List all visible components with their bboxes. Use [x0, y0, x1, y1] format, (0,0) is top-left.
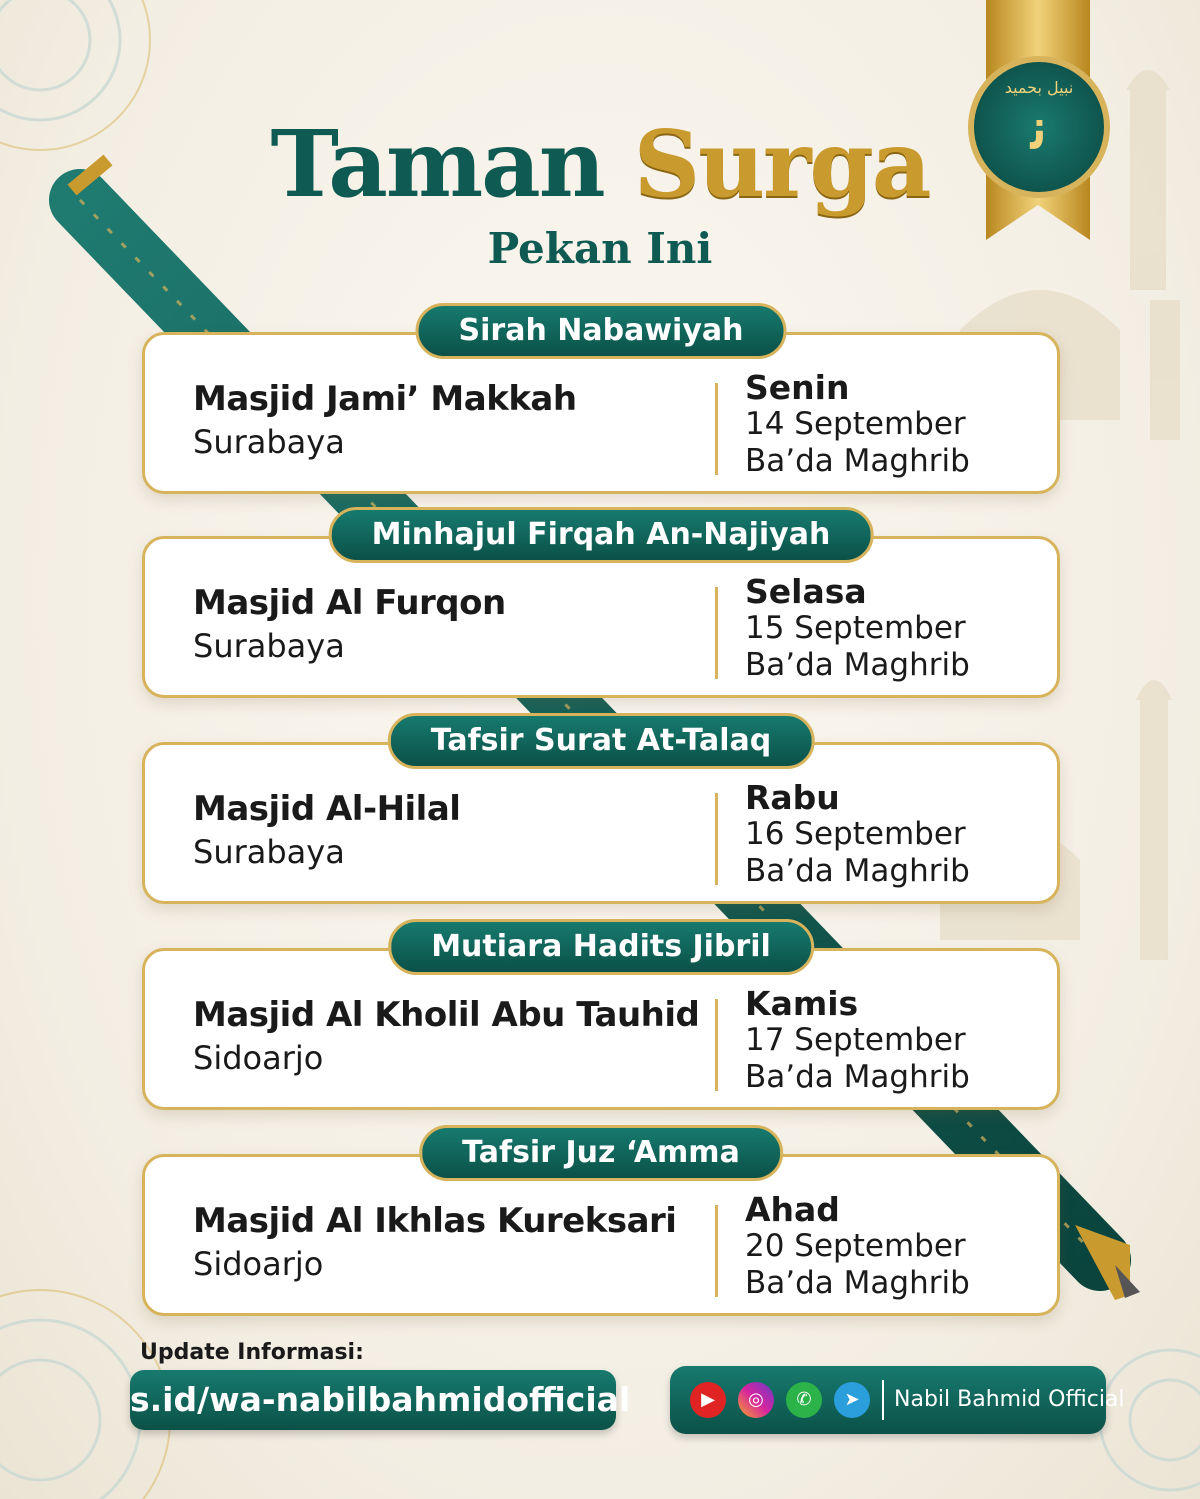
nb-monogram-icon: ﻧ — [1031, 96, 1047, 162]
social-divider — [882, 1380, 884, 1420]
page-subtitle: Pekan Ini — [487, 224, 713, 273]
topic-pill: Tafsir Surat At-Talaq — [388, 713, 815, 769]
update-info-label: Update Informasi: — [140, 1340, 364, 1365]
time-label: Ba’da Maghrib — [745, 647, 970, 683]
logo-arabic-text: نبيل بحميد — [1004, 78, 1074, 97]
schedule-card-2 — [142, 517, 1060, 698]
schedule-card-1 — [142, 313, 1060, 494]
date-label: 20 September — [745, 1228, 966, 1264]
venue-city: Surabaya — [193, 627, 345, 665]
time-label: Ba’da Maghrib — [745, 443, 970, 479]
venue-name: Masjid Al Kholil Abu Tauhid — [193, 995, 700, 1035]
schedule-card-3 — [142, 723, 1060, 904]
topic-pill: Mutiara Hadits Jibril — [388, 919, 814, 975]
date-label: 17 September — [745, 1022, 966, 1058]
social-media-bar — [670, 1366, 1125, 1434]
date-label: 14 September — [745, 406, 966, 442]
day-label: Kamis — [745, 984, 859, 1023]
page-title — [0, 110, 1200, 218]
day-label: Rabu — [745, 778, 840, 817]
venue-name: Masjid Al Furqon — [193, 583, 506, 623]
card-divider — [715, 383, 718, 475]
date-label: 16 September — [745, 816, 966, 852]
venue-city: Sidoarjo — [193, 1245, 324, 1283]
card-divider — [715, 587, 718, 679]
whatsapp-icon[interactable]: ✆ — [786, 1382, 822, 1418]
schedule-time — [745, 1191, 970, 1302]
schedule-time — [745, 779, 970, 890]
time-label: Ba’da Maghrib — [745, 1059, 970, 1095]
date-label: 15 September — [745, 610, 966, 646]
venue-city: Surabaya — [193, 423, 345, 461]
schedule-time — [745, 985, 970, 1096]
time-label: Ba’da Maghrib — [745, 1265, 970, 1301]
card-divider — [715, 793, 718, 885]
instagram-icon[interactable]: ◎ — [738, 1382, 774, 1418]
whatsapp-link[interactable]: s.id/wa-nabilbahmidofficial — [130, 1370, 616, 1430]
schedule-time — [745, 369, 970, 480]
telegram-icon[interactable]: ➤ — [834, 1382, 870, 1418]
venue-name: Masjid Al-Hilal — [193, 789, 461, 829]
social-account-name: Nabil Bahmid Official — [894, 1387, 1125, 1412]
day-label: Selasa — [745, 572, 867, 611]
topic-pill: Sirah Nabawiyah — [416, 303, 787, 359]
topic-pill: Tafsir Juz ‘Amma — [419, 1125, 783, 1181]
venue-city: Surabaya — [193, 833, 345, 871]
card-divider — [715, 999, 718, 1091]
youtube-icon[interactable]: ▶ — [690, 1382, 726, 1418]
topic-pill: Minhajul Firqah An-Najiyah — [329, 507, 874, 563]
schedule-time — [745, 573, 970, 684]
schedule-card-5 — [142, 1135, 1060, 1316]
schedule-card-4 — [142, 929, 1060, 1110]
day-label: Ahad — [745, 1190, 840, 1229]
title-part-2: Surga — [633, 110, 930, 218]
time-label: Ba’da Maghrib — [745, 853, 970, 889]
card-divider — [715, 1205, 718, 1297]
title-part-1: Taman — [270, 110, 604, 218]
venue-city: Sidoarjo — [193, 1039, 324, 1077]
day-label: Senin — [745, 368, 850, 407]
venue-name: Masjid Al Ikhlas Kureksari — [193, 1201, 677, 1241]
venue-name: Masjid Jami’ Makkah — [193, 379, 577, 419]
